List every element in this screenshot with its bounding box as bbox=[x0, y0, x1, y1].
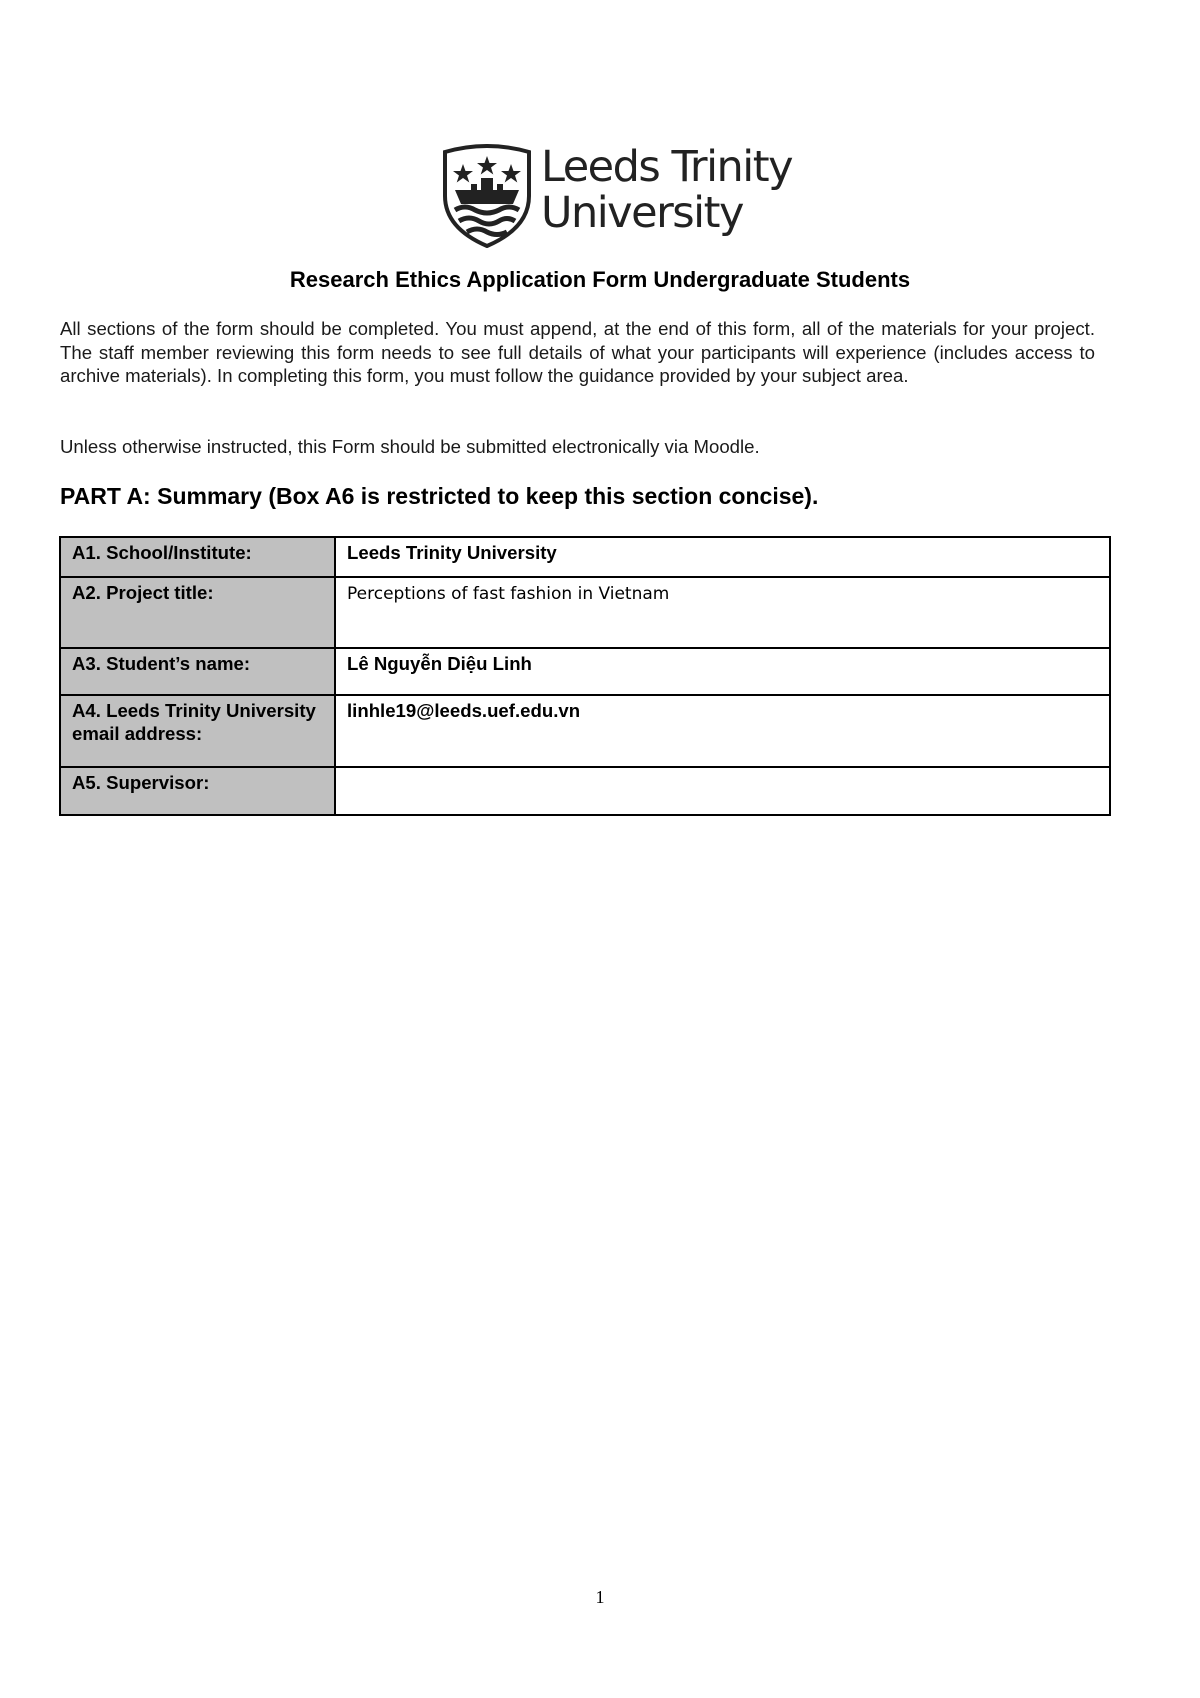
university-logo bbox=[441, 142, 793, 248]
intro-paragraph: All sections of the form should be completed. You must append, at the end of this form, all of the materials for your project. The staff member reviewing this form needs to see full details of what your participants will experience (includes access to archive materials). In completing this form, you must follow the guidance provided by your subject area. bbox=[60, 318, 1095, 386]
table-label-cell: A5. Supervisor: bbox=[60, 767, 335, 815]
table-label-cell: A1. School/Institute: bbox=[60, 537, 335, 577]
logo-line-2: University bbox=[541, 188, 743, 238]
table-value-cell: linhle19@leeds.uef.edu.vn bbox=[335, 695, 1110, 767]
logo-wordmark bbox=[541, 144, 792, 236]
table-row bbox=[60, 577, 1110, 648]
table-row bbox=[60, 537, 1110, 577]
table-value-cell: Lê Nguyễn Diệu Linh bbox=[335, 648, 1110, 695]
form-title: Research Ethics Application Form Undergraduate Students bbox=[289, 267, 911, 292]
table-row bbox=[60, 695, 1110, 767]
part-a-heading: PART A: Summary (Box A6 is restricted to keep this section concise). bbox=[60, 483, 819, 509]
logo-line-1: Leeds Trinity bbox=[541, 142, 793, 192]
crest-icon bbox=[441, 144, 533, 248]
page-number: 1 bbox=[595, 1587, 605, 1607]
table-value-cell: Leeds Trinity University bbox=[335, 537, 1110, 577]
summary-table bbox=[59, 536, 1111, 816]
table-label-cell: A2. Project title: bbox=[60, 577, 335, 648]
table-label-cell: A4. Leeds Trinity University email address: bbox=[60, 695, 335, 767]
table-row bbox=[60, 767, 1110, 815]
table-label-cell: A3. Student’s name: bbox=[60, 648, 335, 695]
table-value-cell: Perceptions of fast fashion in Vietnam bbox=[335, 577, 1110, 648]
submission-note: Unless otherwise instructed, this Form should be submitted electronically via Moodle. bbox=[60, 436, 760, 457]
table-value-cell bbox=[335, 767, 1110, 815]
table-row bbox=[60, 648, 1110, 695]
